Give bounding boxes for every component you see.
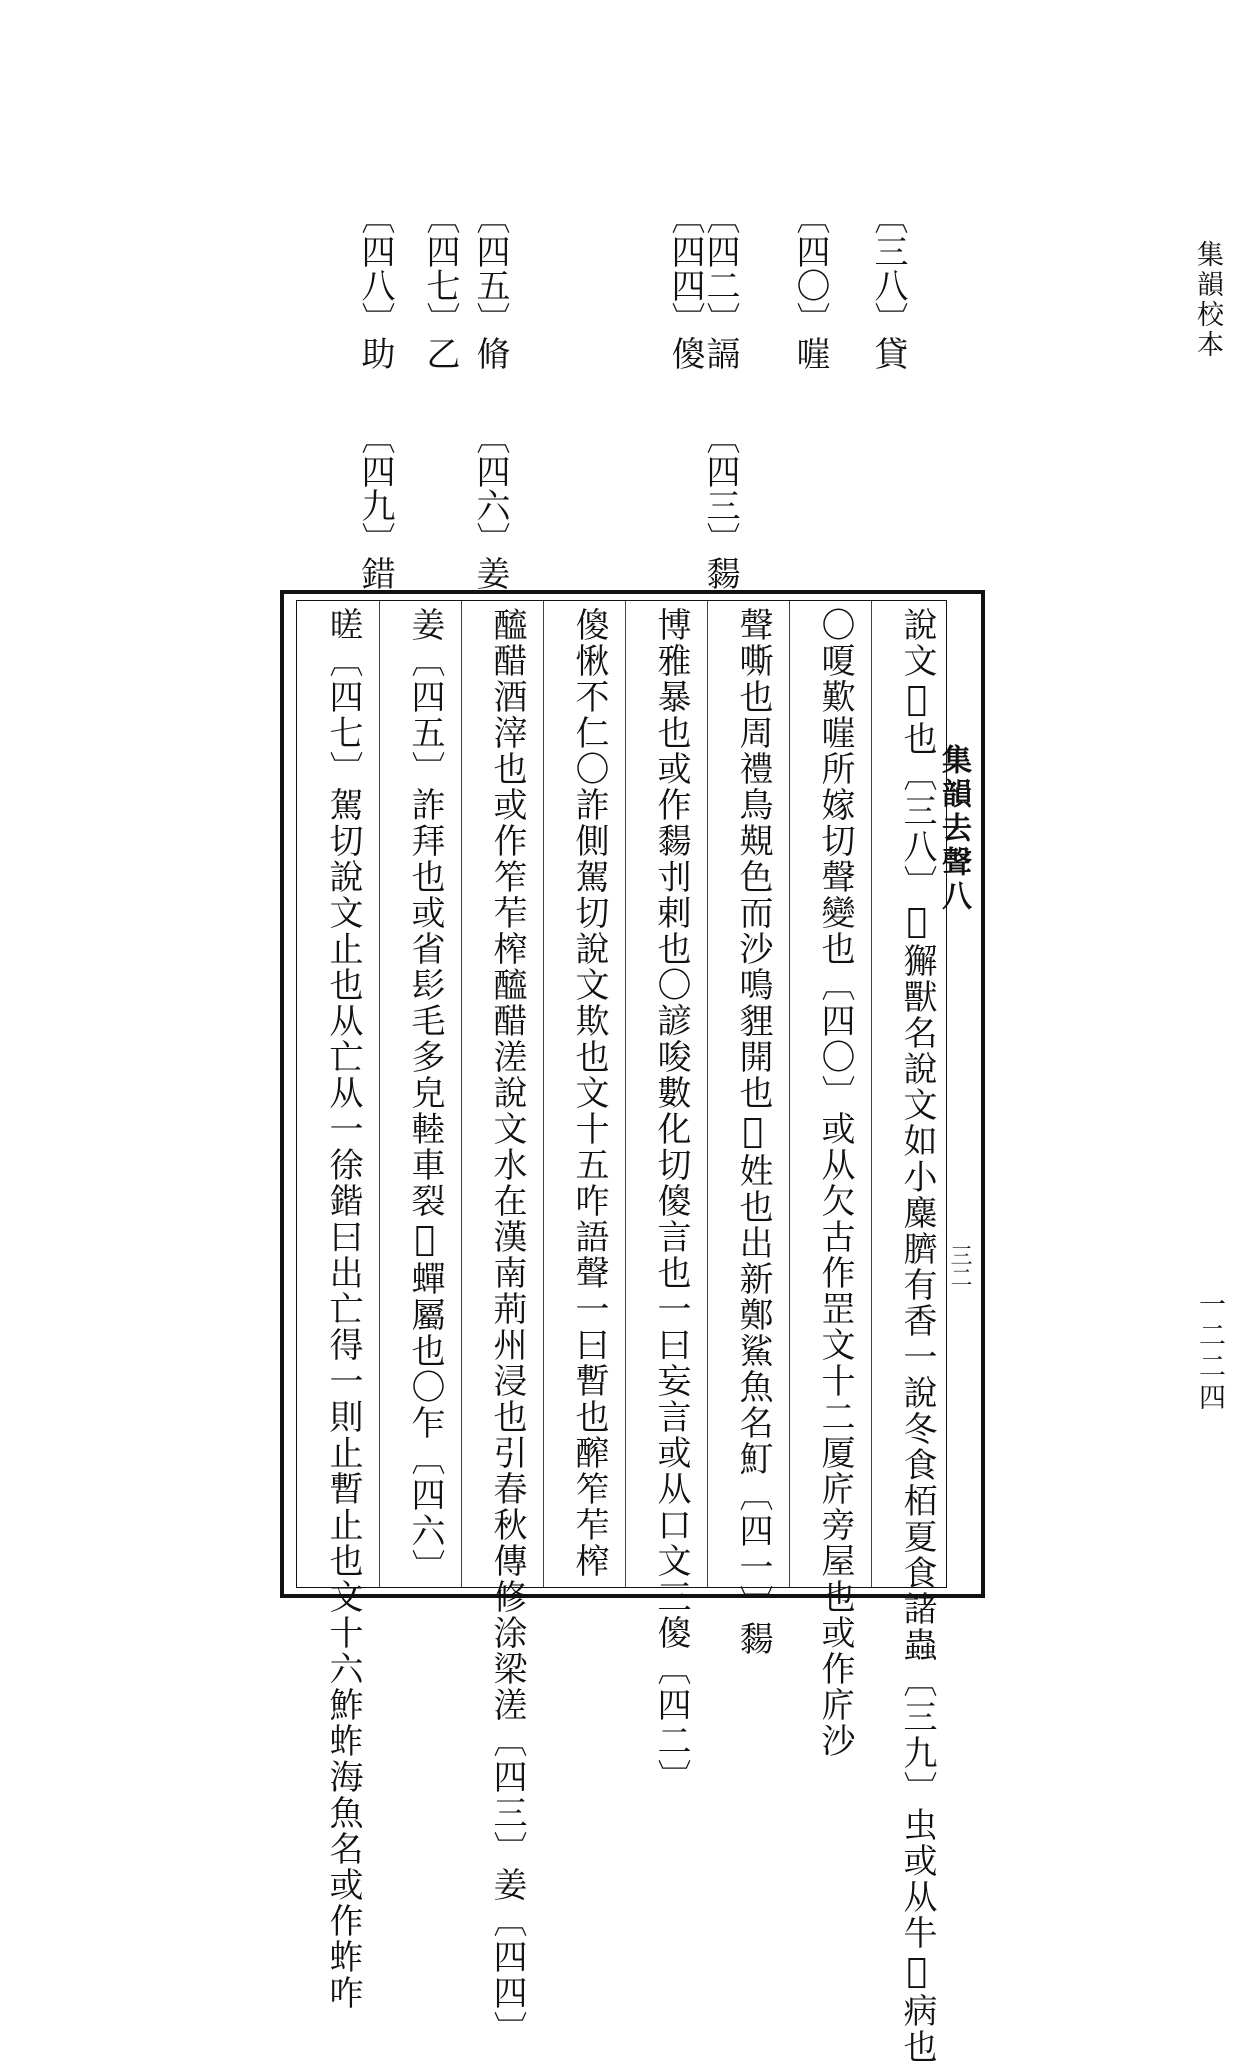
text-column-2: 〇嗄歎嘊所嫁切聲變也〔四〇〕或从欠古作罡文十二厦庍旁屋也或作庍沙 — [815, 607, 855, 1759]
text-column-1: 說文𧷝也〔三八〕𢊁獬獸名說文如小麋臍有香一說冬食栢夏食諸蟲〔三九〕虫或从牛𤸬病也 — [897, 607, 937, 2065]
text-column-3: 聲嘶也周禮鳥䚆色而沙鳴貍開也𨳈姓也出新鄭鯊魚名䰳〔四一〕䵘 — [733, 607, 773, 1657]
note-45: 〔四五〕脩 — [470, 200, 510, 370]
block-ear-page: 三二 — [947, 1244, 972, 1288]
page-number: 一二二四 — [1194, 1290, 1225, 1414]
note-38: 〔三八〕貸 — [868, 200, 908, 370]
note-48: 〔四八〕助 — [355, 200, 395, 370]
note-44: 〔四四〕傻 — [665, 200, 705, 370]
note-42: 〔四二〕䛿 — [700, 200, 740, 370]
note-46: 〔四六〕姜 — [470, 420, 510, 590]
text-column-8: 暛〔四七〕駕切說文止也从亡从一徐鍇曰出亡得一則止暫止也文十六鮓蚱海魚名或作蚱咋 — [323, 607, 363, 2011]
note-40: 〔四〇〕嘊 — [790, 200, 830, 370]
note-43: 〔四三〕䵘 — [700, 420, 740, 590]
text-column-6: 醯醋酒滓也或作笮苲榨醯醋溠說文水在漢南荊州浸也引春秋傳修涂梁溠〔四三〕姜〔四四〕 — [487, 607, 527, 2047]
block-ear — [936, 744, 975, 1564]
block-ear-title: 集韻去聲八 — [936, 744, 971, 914]
woodblock-page — [280, 590, 985, 2065]
text-frame — [296, 600, 947, 2065]
running-head: 集韻校本 — [1192, 240, 1223, 360]
text-column-7: 姜〔四五〕詐拜也或省髟毛多皃䡜車裂𧉖蟬屬也〇乍〔四六〕 — [405, 607, 445, 1585]
note-49: 〔四九〕錯 — [355, 420, 395, 590]
text-column-5: 傻愀不仁〇詐側駕切說文欺也文十五咋語聲一曰暫也醡笮苲榨 — [569, 607, 609, 1579]
note-47: 〔四七〕乙 — [420, 200, 460, 370]
text-column-4: 博雅暴也或作䵘刌剌也〇諺唆數化切傻言也一曰妄言或从口文三傻〔四二〕 — [651, 607, 691, 1795]
